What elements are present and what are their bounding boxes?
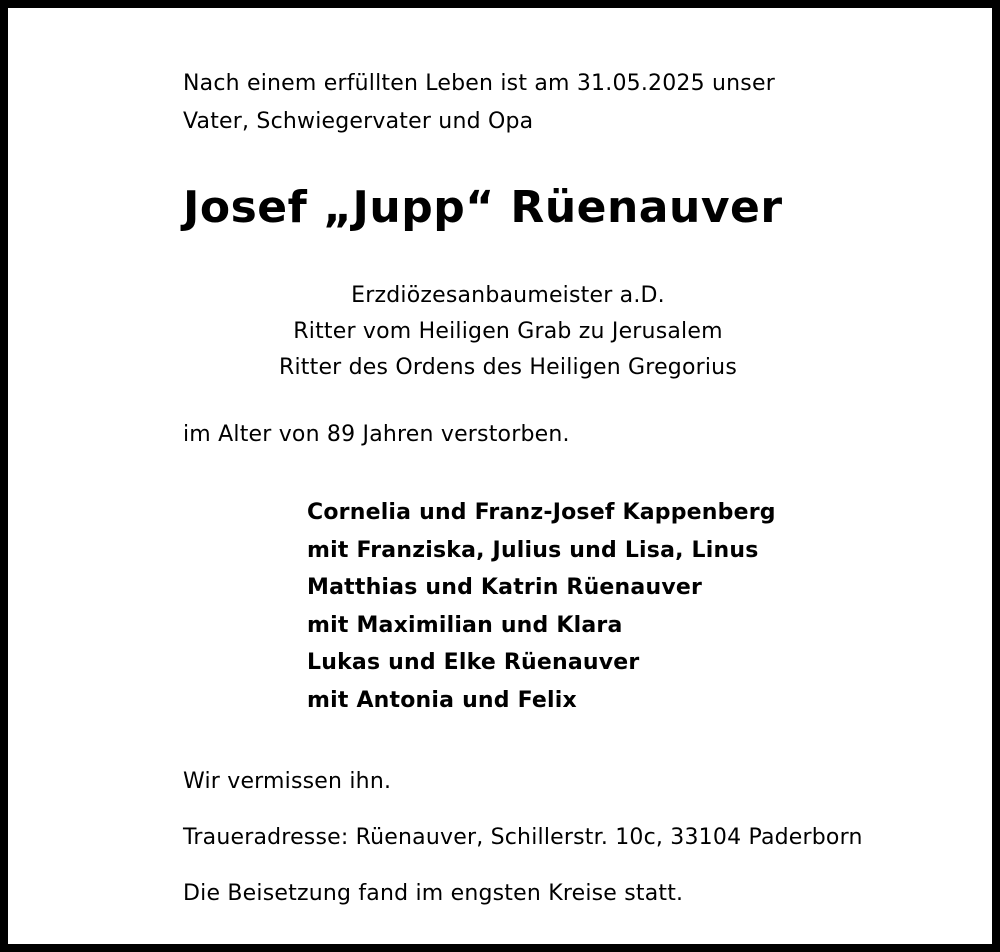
family-line: mit Antonia und Felix: [307, 687, 577, 713]
family-line: mit Franziska, Julius und Lisa, Linus: [307, 537, 759, 563]
intro-line-2: Vater, Schwiegervater und Opa: [183, 109, 534, 134]
intro-line-1: Nach einem erfüllten Leben ist am 31.05.2025 unser: [183, 71, 775, 96]
mourning-address: Traueradresse: Rüenauver, Schillerstr. 10c, 33104 Paderborn: [183, 825, 863, 850]
title-line: Ritter des Ordens des Heiligen Gregorius: [279, 355, 737, 380]
title-line: Ritter vom Heiligen Grab zu Jerusalem: [293, 319, 723, 344]
family-line: Matthias und Katrin Rüenauver: [307, 575, 703, 600]
burial-note: Die Beisetzung fand im engsten Kreise statt.: [183, 881, 684, 906]
family-line: Cornelia und Franz-Josef Kappenberg: [307, 500, 776, 525]
age-line: im Alter von 89 Jahren verstorben.: [183, 422, 570, 447]
family-line: Lukas und Elke Rüenauver: [307, 650, 640, 675]
closing-line: Wir vermissen ihn.: [183, 769, 392, 794]
honorary-titles: [183, 278, 833, 386]
family-line: mit Maximilian und Klara: [307, 612, 623, 638]
title-line: Erzdiözesanbaumeister a.D.: [351, 283, 665, 308]
family-list: [307, 494, 776, 719]
deceased-name: Josef „Jupp“ Rüenauver: [183, 182, 783, 233]
